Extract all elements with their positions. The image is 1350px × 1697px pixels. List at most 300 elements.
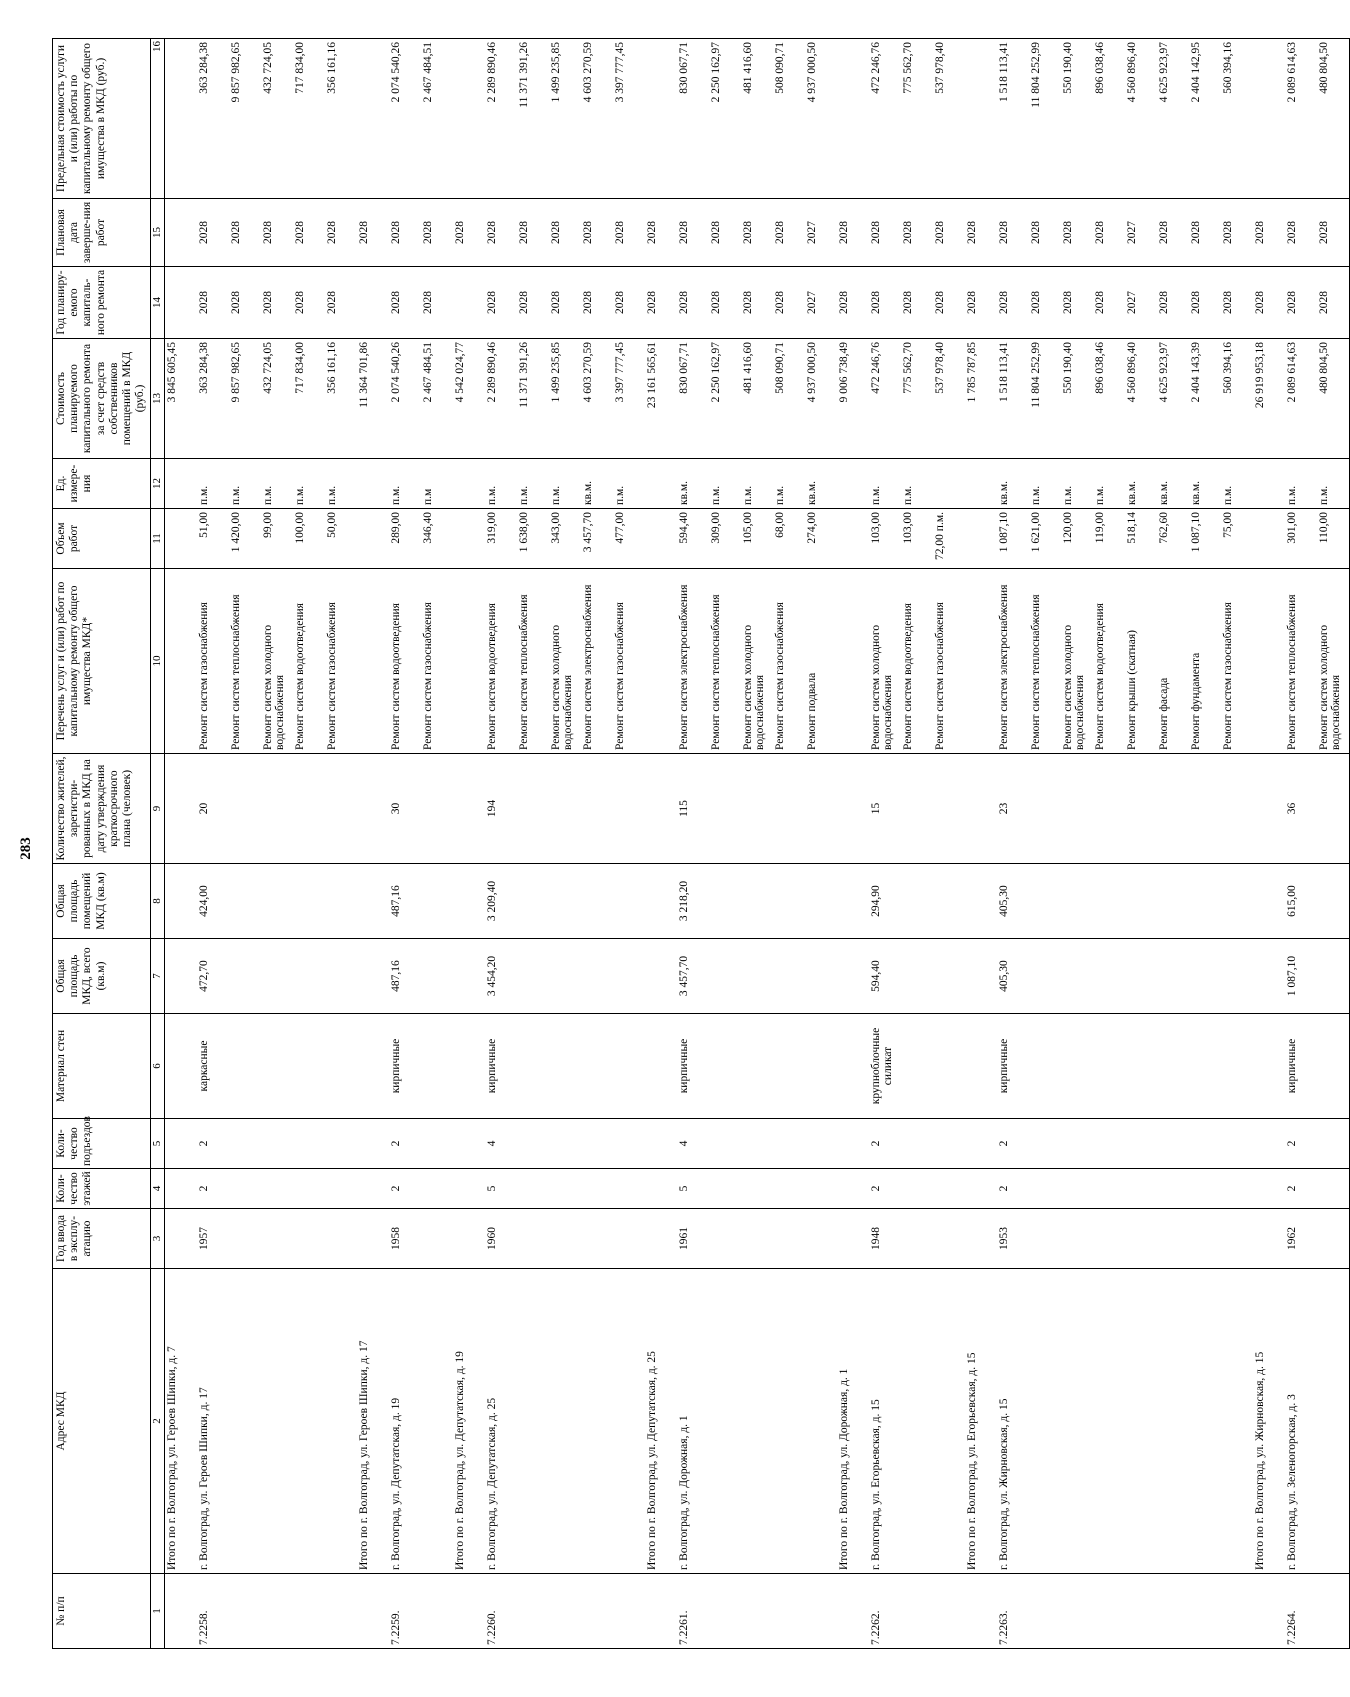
cell-col-13: 1 785 787,85 xyxy=(965,339,997,459)
cell-col-10: Ремонт систем газоснабжения xyxy=(325,569,357,754)
cell-col-5 xyxy=(805,1119,837,1169)
cell-col-8 xyxy=(293,864,325,939)
cell-col-1: 7.2262. xyxy=(869,1574,901,1649)
column-number: 4 xyxy=(150,1169,164,1209)
table-row xyxy=(965,39,997,1649)
cell-col-11 xyxy=(645,509,677,569)
cell-col-14: 2028 xyxy=(965,267,997,339)
cell-col-2 xyxy=(261,1269,293,1574)
cell-col-8 xyxy=(229,864,261,939)
cell-col-9 xyxy=(261,754,293,864)
cell-col-10: Ремонт систем теплоснабжения xyxy=(1285,569,1317,754)
cell-col-3 xyxy=(741,1209,773,1269)
cell-col-10: Ремонт подвала xyxy=(805,569,837,754)
cell-col-6: кирпичные xyxy=(997,1014,1029,1119)
header-cell: Общая площадь МКД, всего (кв.м) xyxy=(53,939,151,1014)
table-row xyxy=(869,39,901,1649)
cell-col-15 xyxy=(164,199,197,267)
cell-col-13: 9 857 982,65 xyxy=(229,339,261,459)
cell-col-2 xyxy=(229,1269,261,1574)
cell-col-7 xyxy=(933,939,965,1014)
repair-plan-table xyxy=(52,38,1350,1649)
cell-col-3 xyxy=(805,1209,837,1269)
cell-col-15: 2028 xyxy=(1029,199,1061,267)
cell-col-9 xyxy=(1029,754,1061,864)
cell-col-9: 36 xyxy=(1285,754,1317,864)
cell-col-15: 2028 xyxy=(1189,199,1221,267)
cell-col-10 xyxy=(837,569,869,754)
cell-col-13: 4 603 270,59 xyxy=(581,339,613,459)
cell-col-7 xyxy=(901,939,933,1014)
cell-col-4 xyxy=(1189,1169,1221,1209)
cell-col-7 xyxy=(261,939,293,1014)
cell-col-14: 2028 xyxy=(709,267,741,339)
cell-col-14: 2028 xyxy=(933,267,965,339)
cell-col-2: Итого по г. Волгоград, ул. Егорьевская, д. 15 xyxy=(965,1269,997,1574)
column-number: 12 xyxy=(150,459,164,509)
cell-col-2: г. Волгоград, ул. Дорожная, д. 1 xyxy=(677,1269,709,1574)
header-cell: Плановая дата заверше-ния работ xyxy=(53,199,151,267)
cell-col-12: п.м. xyxy=(1029,459,1061,509)
cell-col-1 xyxy=(357,1574,389,1649)
cell-col-8 xyxy=(613,864,645,939)
cell-col-7 xyxy=(357,939,389,1014)
cell-col-15: 2028 xyxy=(325,199,357,267)
table-row xyxy=(1125,39,1157,1649)
cell-col-15: 2028 xyxy=(1157,199,1189,267)
cell-col-2 xyxy=(421,1269,453,1574)
cell-col-7 xyxy=(965,939,997,1014)
cell-col-5 xyxy=(229,1119,261,1169)
cell-col-10: Ремонт систем холодного водоснабжения xyxy=(261,569,293,754)
cell-col-9 xyxy=(581,754,613,864)
cell-col-10: Ремонт систем газоснабжения xyxy=(773,569,805,754)
cell-col-8: 294,90 xyxy=(869,864,901,939)
cell-col-10: Ремонт фундамента xyxy=(1189,569,1221,754)
cell-col-12: п.м. xyxy=(1093,459,1125,509)
header-cell: Год ввода в эксплу-атацию xyxy=(53,1209,151,1269)
cell-col-16: 4 560 896,40 xyxy=(1125,39,1157,199)
cell-col-10 xyxy=(645,569,677,754)
cell-col-8: 424,00 xyxy=(197,864,229,939)
cell-col-7 xyxy=(453,939,485,1014)
cell-col-5 xyxy=(613,1119,645,1169)
cell-col-1 xyxy=(229,1574,261,1649)
cell-col-9 xyxy=(1061,754,1093,864)
cell-col-15: 2028 xyxy=(1253,199,1285,267)
cell-col-10 xyxy=(1253,569,1285,754)
cell-col-16 xyxy=(965,39,997,199)
cell-col-4 xyxy=(261,1169,293,1209)
cell-col-3 xyxy=(1253,1209,1285,1269)
cell-col-16: 2 404 142,95 xyxy=(1189,39,1221,199)
cell-col-12: п.м. xyxy=(709,459,741,509)
header-cell: Стоимость планируемого капитального ремонта за счет средств собственников помещений в МКД (руб.) xyxy=(53,339,151,459)
cell-col-16: 1 499 235,85 xyxy=(549,39,581,199)
cell-col-11: 477,00 xyxy=(613,509,645,569)
cell-col-3 xyxy=(325,1209,357,1269)
table-row xyxy=(1253,39,1285,1649)
cell-col-9 xyxy=(1317,754,1350,864)
cell-col-9: 30 xyxy=(389,754,421,864)
cell-col-2 xyxy=(1061,1269,1093,1574)
cell-col-6 xyxy=(581,1014,613,1119)
cell-col-10 xyxy=(164,569,197,754)
cell-col-3 xyxy=(1029,1209,1061,1269)
cell-col-12: п.м. xyxy=(261,459,293,509)
cell-col-16: 2 467 484,51 xyxy=(421,39,453,199)
cell-col-13: 11 804 252,99 xyxy=(1029,339,1061,459)
cell-col-11: 309,00 xyxy=(709,509,741,569)
cell-col-14: 2028 xyxy=(1189,267,1221,339)
column-number: 5 xyxy=(150,1119,164,1169)
cell-col-15: 2028 xyxy=(1093,199,1125,267)
cell-col-16: 2 289 890,46 xyxy=(485,39,517,199)
cell-col-9 xyxy=(164,754,197,864)
cell-col-13: 3 397 777,45 xyxy=(613,339,645,459)
cell-col-15: 2028 xyxy=(741,199,773,267)
cell-col-8 xyxy=(421,864,453,939)
cell-col-3 xyxy=(1093,1209,1125,1269)
table-row xyxy=(421,39,453,1649)
cell-col-14: 2028 xyxy=(229,267,261,339)
cell-col-11: 103,00 xyxy=(869,509,901,569)
cell-col-14: 2028 xyxy=(677,267,709,339)
cell-col-3: 1958 xyxy=(389,1209,421,1269)
cell-col-4 xyxy=(709,1169,741,1209)
cell-col-16: 896 038,46 xyxy=(1093,39,1125,199)
cell-col-15: 2027 xyxy=(1125,199,1157,267)
cell-col-14: 2028 xyxy=(293,267,325,339)
cell-col-10: Ремонт систем газоснабжения xyxy=(197,569,229,754)
cell-col-9 xyxy=(421,754,453,864)
cell-col-2: г. Волгоград, ул. Егорьевская, д. 15 xyxy=(869,1269,901,1574)
cell-col-1 xyxy=(421,1574,453,1649)
cell-col-1: 7.2260. xyxy=(485,1574,517,1649)
cell-col-13: 4 560 896,40 xyxy=(1125,339,1157,459)
cell-col-7 xyxy=(229,939,261,1014)
column-number-row xyxy=(150,39,164,1649)
cell-col-1 xyxy=(1125,1574,1157,1649)
cell-col-6: кирпичные xyxy=(1285,1014,1317,1119)
page-number: 283 xyxy=(18,837,34,860)
cell-col-11: 1 087,10 xyxy=(1189,509,1221,569)
cell-col-14: 2028 xyxy=(869,267,901,339)
cell-col-1: 7.2264. xyxy=(1285,1574,1317,1649)
cell-col-6: каркасные xyxy=(197,1014,229,1119)
table-row xyxy=(517,39,549,1649)
cell-col-1 xyxy=(1029,1574,1061,1649)
cell-col-9: 194 xyxy=(485,754,517,864)
cell-col-2 xyxy=(1189,1269,1221,1574)
cell-col-7 xyxy=(1029,939,1061,1014)
table-row xyxy=(1285,39,1317,1649)
cell-col-5: 2 xyxy=(197,1119,229,1169)
header-cell: Материал стен xyxy=(53,1014,151,1119)
cell-col-5: 2 xyxy=(997,1119,1029,1169)
cell-col-5 xyxy=(1029,1119,1061,1169)
cell-col-11: 105,00 xyxy=(741,509,773,569)
cell-col-15: 2028 xyxy=(261,199,293,267)
cell-col-4 xyxy=(965,1169,997,1209)
table-row xyxy=(453,39,485,1649)
cell-col-2 xyxy=(1029,1269,1061,1574)
cell-col-16: 830 067,71 xyxy=(677,39,709,199)
table-row xyxy=(645,39,677,1649)
cell-col-4 xyxy=(1221,1169,1253,1209)
cell-col-16 xyxy=(164,39,197,199)
cell-col-9 xyxy=(517,754,549,864)
cell-col-6 xyxy=(773,1014,805,1119)
cell-col-8 xyxy=(453,864,485,939)
cell-col-10: Ремонт систем газоснабжения xyxy=(421,569,453,754)
cell-col-3 xyxy=(453,1209,485,1269)
cell-col-6 xyxy=(164,1014,197,1119)
cell-col-12: п.м. xyxy=(293,459,325,509)
cell-col-7 xyxy=(1189,939,1221,1014)
cell-col-8 xyxy=(1125,864,1157,939)
cell-col-9 xyxy=(453,754,485,864)
cell-col-10: Ремонт систем холодного водоснабжения xyxy=(1317,569,1350,754)
cell-col-2 xyxy=(1221,1269,1253,1574)
cell-col-5 xyxy=(1125,1119,1157,1169)
header-cell: Адрес МКД xyxy=(53,1269,151,1574)
cell-col-4 xyxy=(517,1169,549,1209)
cell-col-5 xyxy=(357,1119,389,1169)
cell-col-7 xyxy=(645,939,677,1014)
cell-col-4 xyxy=(773,1169,805,1209)
cell-col-12 xyxy=(453,459,485,509)
cell-col-5 xyxy=(261,1119,293,1169)
cell-col-13: 11 371 391,26 xyxy=(517,339,549,459)
cell-col-14: 2028 xyxy=(389,267,421,339)
cell-col-16: 11 371 391,26 xyxy=(517,39,549,199)
table-row xyxy=(293,39,325,1649)
cell-col-15: 2028 xyxy=(229,199,261,267)
cell-col-16: 560 394,16 xyxy=(1221,39,1253,199)
cell-col-7 xyxy=(325,939,357,1014)
cell-col-8 xyxy=(837,864,869,939)
cell-col-7 xyxy=(549,939,581,1014)
cell-col-7 xyxy=(773,939,805,1014)
cell-col-13: 2 250 162,97 xyxy=(709,339,741,459)
cell-col-11: 274,00 xyxy=(805,509,837,569)
cell-col-3 xyxy=(164,1209,197,1269)
cell-col-13: 2 289 890,46 xyxy=(485,339,517,459)
cell-col-4 xyxy=(357,1169,389,1209)
cell-col-4 xyxy=(164,1169,197,1209)
cell-col-13: 480 804,50 xyxy=(1317,339,1350,459)
cell-col-11: 75,00 xyxy=(1221,509,1253,569)
cell-col-9 xyxy=(645,754,677,864)
cell-col-1 xyxy=(549,1574,581,1649)
cell-col-16: 363 284,38 xyxy=(197,39,229,199)
cell-col-16: 472 246,76 xyxy=(869,39,901,199)
cell-col-1 xyxy=(741,1574,773,1649)
cell-col-3 xyxy=(613,1209,645,1269)
cell-col-6 xyxy=(901,1014,933,1119)
cell-col-9 xyxy=(773,754,805,864)
cell-col-13: 830 067,71 xyxy=(677,339,709,459)
cell-col-7 xyxy=(1253,939,1285,1014)
cell-col-10: Ремонт систем электроснабжения xyxy=(677,569,709,754)
cell-col-1: 7.2259. xyxy=(389,1574,421,1649)
cell-col-14: 2028 xyxy=(1061,267,1093,339)
cell-col-9 xyxy=(1253,754,1285,864)
cell-col-11: 51,00 xyxy=(197,509,229,569)
cell-col-8 xyxy=(1221,864,1253,939)
cell-col-4 xyxy=(741,1169,773,1209)
cell-col-5 xyxy=(933,1119,965,1169)
header-cell: Общая площадь помещений МКД (кв.м) xyxy=(53,864,151,939)
cell-col-1: 7.2261. xyxy=(677,1574,709,1649)
cell-col-15: 2028 xyxy=(709,199,741,267)
cell-col-9 xyxy=(1189,754,1221,864)
cell-col-9 xyxy=(805,754,837,864)
cell-col-9 xyxy=(549,754,581,864)
cell-col-14: 2028 xyxy=(1317,267,1350,339)
cell-col-13: 26 919 953,18 xyxy=(1253,339,1285,459)
cell-col-4 xyxy=(229,1169,261,1209)
cell-col-3 xyxy=(1125,1209,1157,1269)
cell-col-13: 23 161 565,61 xyxy=(645,339,677,459)
cell-col-8 xyxy=(325,864,357,939)
cell-col-11 xyxy=(1253,509,1285,569)
cell-col-5 xyxy=(1221,1119,1253,1169)
cell-col-12: кв.м. xyxy=(805,459,837,509)
cell-col-3 xyxy=(357,1209,389,1269)
cell-col-3 xyxy=(517,1209,549,1269)
cell-col-11: 120,00 xyxy=(1061,509,1093,569)
cell-col-12: п.м. xyxy=(869,459,901,509)
table-row xyxy=(164,39,197,1649)
header-cell: Ед. измере-ния xyxy=(53,459,151,509)
cell-col-6 xyxy=(613,1014,645,1119)
cell-col-12: кв.м. xyxy=(997,459,1029,509)
cell-col-12 xyxy=(357,459,389,509)
cell-col-2 xyxy=(901,1269,933,1574)
cell-col-6 xyxy=(1253,1014,1285,1119)
table-row xyxy=(1157,39,1189,1649)
cell-col-14: 2028 xyxy=(997,267,1029,339)
cell-col-5 xyxy=(293,1119,325,1169)
cell-col-14 xyxy=(164,267,197,339)
cell-col-6 xyxy=(1093,1014,1125,1119)
cell-col-4 xyxy=(613,1169,645,1209)
cell-col-3 xyxy=(901,1209,933,1269)
cell-col-12: п.м. xyxy=(613,459,645,509)
cell-col-11 xyxy=(357,509,389,569)
cell-col-1 xyxy=(261,1574,293,1649)
cell-col-10: Ремонт систем холодного водоснабжения xyxy=(1061,569,1093,754)
cell-col-5 xyxy=(837,1119,869,1169)
cell-col-4 xyxy=(1317,1169,1350,1209)
cell-col-3: 1957 xyxy=(197,1209,229,1269)
cell-col-6 xyxy=(293,1014,325,1119)
cell-col-10: Ремонт фасада xyxy=(1157,569,1189,754)
cell-col-11: 518,14 xyxy=(1125,509,1157,569)
cell-col-1 xyxy=(1253,1574,1285,1649)
cell-col-11: 289,00 xyxy=(389,509,421,569)
cell-col-13: 4 625 923,97 xyxy=(1157,339,1189,459)
cell-col-8: 3 209,40 xyxy=(485,864,517,939)
table-row xyxy=(197,39,229,1649)
cell-col-11: 3 457,70 xyxy=(581,509,613,569)
cell-col-7 xyxy=(837,939,869,1014)
table-row xyxy=(1221,39,1253,1649)
cell-col-5 xyxy=(421,1119,453,1169)
cell-col-6: кирпичные xyxy=(677,1014,709,1119)
cell-col-15: 2028 xyxy=(997,199,1029,267)
cell-col-3: 1953 xyxy=(997,1209,1029,1269)
cell-col-12: кв.м. xyxy=(1157,459,1189,509)
cell-col-12: п.м. xyxy=(197,459,229,509)
cell-col-5 xyxy=(645,1119,677,1169)
cell-col-2: г. Волгоград, ул. Депутатская, д. 19 xyxy=(389,1269,421,1574)
cell-col-7: 487,16 xyxy=(389,939,421,1014)
cell-col-13: 432 724,05 xyxy=(261,339,293,459)
cell-col-8 xyxy=(581,864,613,939)
cell-col-1 xyxy=(517,1574,549,1649)
cell-col-13: 4 937 000,50 xyxy=(805,339,837,459)
cell-col-2: г. Волгоград, ул. Жирновская, д. 15 xyxy=(997,1269,1029,1574)
cell-col-14: 2028 xyxy=(485,267,517,339)
cell-col-11: 99,00 xyxy=(261,509,293,569)
cell-col-9 xyxy=(837,754,869,864)
cell-col-1 xyxy=(613,1574,645,1649)
cell-col-14: 2028 xyxy=(1093,267,1125,339)
column-number: 10 xyxy=(150,569,164,754)
cell-col-9 xyxy=(1221,754,1253,864)
cell-col-15: 2027 xyxy=(805,199,837,267)
cell-col-4 xyxy=(645,1169,677,1209)
cell-col-15: 2028 xyxy=(773,199,805,267)
cell-col-3 xyxy=(581,1209,613,1269)
cell-col-3 xyxy=(261,1209,293,1269)
cell-col-6: крупноблочные силикат xyxy=(869,1014,901,1119)
cell-col-4 xyxy=(421,1169,453,1209)
cell-col-6 xyxy=(709,1014,741,1119)
column-number: 9 xyxy=(150,754,164,864)
cell-col-8 xyxy=(709,864,741,939)
cell-col-15: 2028 xyxy=(197,199,229,267)
cell-col-5 xyxy=(1189,1119,1221,1169)
cell-col-1 xyxy=(293,1574,325,1649)
cell-col-11: 343,00 xyxy=(549,509,581,569)
cell-col-11: 346,40 xyxy=(421,509,453,569)
table-row xyxy=(325,39,357,1649)
cell-col-15: 2028 xyxy=(933,199,965,267)
cell-col-14 xyxy=(357,267,389,339)
cell-col-6 xyxy=(1189,1014,1221,1119)
cell-col-4 xyxy=(293,1169,325,1209)
table-row xyxy=(1029,39,1061,1649)
cell-col-9: 23 xyxy=(997,754,1029,864)
cell-col-2 xyxy=(581,1269,613,1574)
cell-col-5: 2 xyxy=(869,1119,901,1169)
cell-col-6: кирпичные xyxy=(485,1014,517,1119)
cell-col-15: 2028 xyxy=(837,199,869,267)
cell-col-7 xyxy=(517,939,549,1014)
cell-col-8 xyxy=(1029,864,1061,939)
cell-col-10: Ремонт систем газоснабжения xyxy=(613,569,645,754)
cell-col-13: 1 518 113,41 xyxy=(997,339,1029,459)
cell-col-3 xyxy=(1061,1209,1093,1269)
cell-col-9: 115 xyxy=(677,754,709,864)
column-number: 15 xyxy=(150,199,164,267)
cell-col-10 xyxy=(965,569,997,754)
cell-col-1: 7.2263. xyxy=(997,1574,1029,1649)
